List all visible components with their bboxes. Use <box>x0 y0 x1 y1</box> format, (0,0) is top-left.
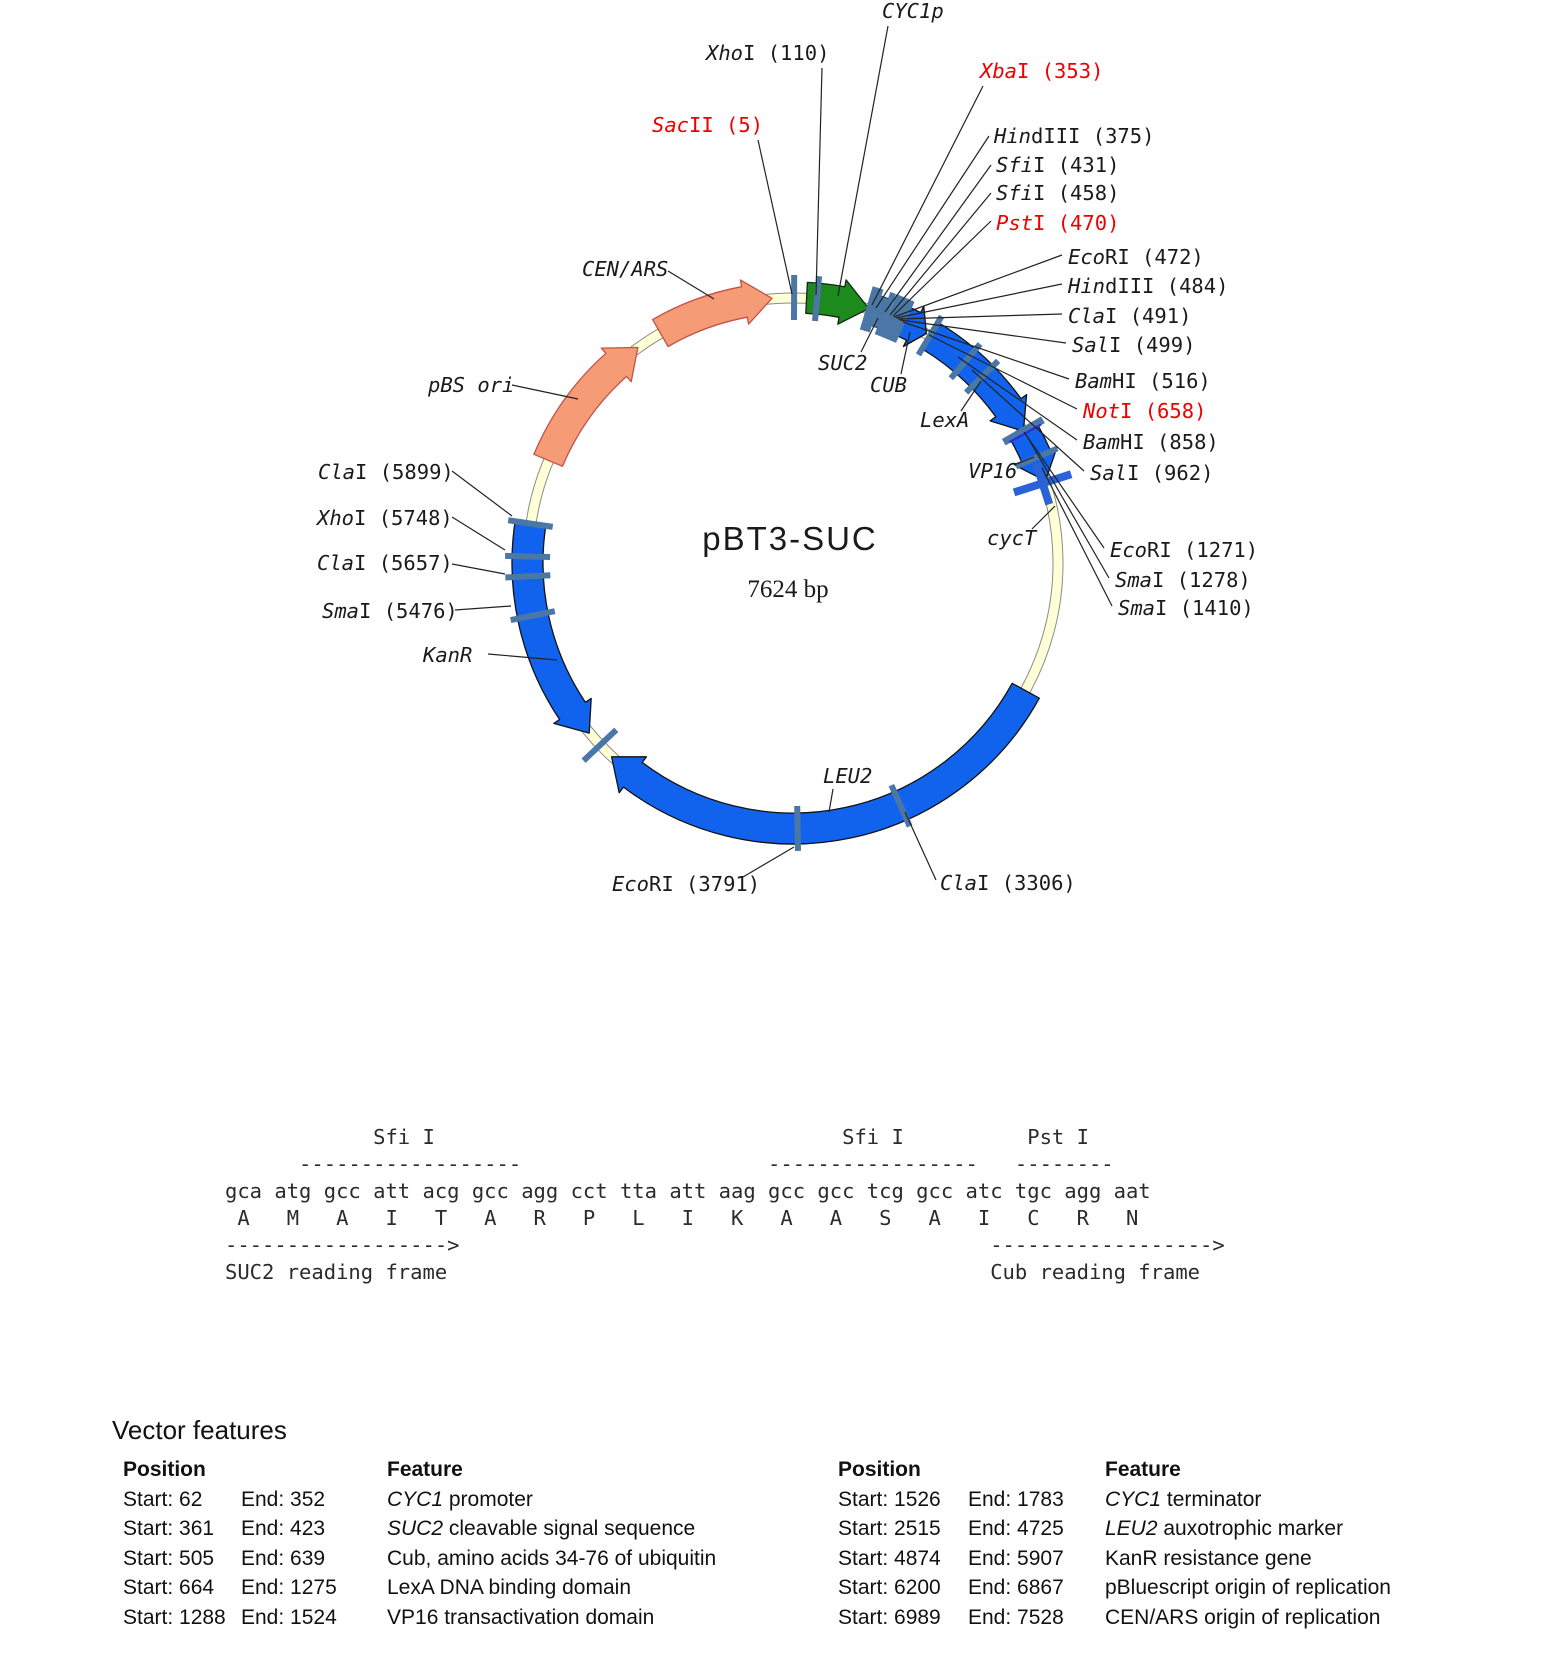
label-ecori-472: EcoRI (472) <box>1068 245 1204 269</box>
feature-right-2: KanR resistance gene <box>1105 1546 1312 1570</box>
seq-frame-labels: SUC2 reading frame Cub reading frame <box>225 1260 1201 1284</box>
label-cub: CUB <box>870 373 908 397</box>
seq-enzyme-labels: Sfi I Sfi I Pst I <box>225 1125 1089 1149</box>
label-xhoi-110: XhoI (110) <box>706 41 830 65</box>
label-smai-1278: SmaI (1278) <box>1115 568 1251 592</box>
feature-arc-pbs-ori <box>534 348 638 467</box>
label-kanr: KanR <box>423 643 473 667</box>
end-right-0: End: 1783 <box>968 1487 1064 1511</box>
seq-frame-arrows: ------------------> ------------------> <box>225 1233 1225 1257</box>
label-ecori-1271: EcoRI (1271) <box>1110 538 1259 562</box>
feature-left-4: VP16 transactivation domain <box>387 1605 655 1629</box>
leader-smai-5476 <box>455 606 511 610</box>
label-clai-5899: ClaI (5899) <box>318 460 454 484</box>
leader-clai-5657 <box>452 564 505 574</box>
leader-sfii-431 <box>885 165 991 312</box>
label-lexa: LexA <box>920 408 970 432</box>
label-leu2: LEU2 <box>823 764 873 788</box>
label-suc2: SUC2 <box>818 351 868 375</box>
end-right-4: End: 7528 <box>968 1605 1064 1629</box>
end-left-0: End: 352 <box>241 1487 326 1511</box>
position-header-left: Position <box>123 1458 206 1481</box>
label-sfii-431: SfiI (431) <box>996 153 1120 177</box>
vector-features-table-right <box>838 1458 1391 1636</box>
label-ecori-3791: EcoRI (3791) <box>612 872 761 896</box>
label-smai-1410: SmaI (1410) <box>1118 596 1254 620</box>
plasmid-features <box>512 280 1057 844</box>
site-labels <box>315 0 1258 896</box>
vector-features-table-left <box>123 1458 716 1636</box>
leader-cen-ars <box>668 271 714 299</box>
start-right-0: Start: 1526 <box>838 1487 941 1511</box>
start-right-4: Start: 6989 <box>838 1605 941 1629</box>
label-sali-962: SalI (962) <box>1090 461 1214 485</box>
label-hind-375: HindIII (375) <box>994 124 1155 148</box>
label-bamhi-516: BamHI (516) <box>1075 369 1211 393</box>
label-sfii-458: SfiI (458) <box>996 181 1120 205</box>
feature-right-4: CEN/ARS origin of replication <box>1105 1605 1381 1629</box>
plasmid-size: 7624 bp <box>747 576 829 603</box>
label-clai-5657: ClaI (5657) <box>317 551 453 575</box>
seq-amino-acids: A M A I T A R P L I K A A S A I C R N <box>225 1206 1139 1230</box>
end-right-2: End: 5907 <box>968 1546 1064 1570</box>
vector-features-heading: Vector features <box>112 1415 287 1445</box>
label-cyc1p: CYC1p <box>882 0 944 23</box>
end-left-2: End: 639 <box>241 1546 326 1570</box>
position-header-right: Position <box>838 1458 921 1481</box>
end-left-3: End: 1275 <box>241 1576 337 1600</box>
end-right-1: End: 4725 <box>968 1517 1064 1541</box>
label-sacii-5: SacII (5) <box>652 113 764 137</box>
label-cyct: cycT <box>987 526 1037 550</box>
site-tick-5657 <box>505 575 550 577</box>
site-tick-110 <box>815 276 819 321</box>
site-tick-3791 <box>797 806 798 851</box>
feature-right-1: LEU2 auxotrophic marker <box>1105 1517 1344 1541</box>
feature-left-0: CYC1 promoter <box>387 1487 533 1511</box>
leader-leu2 <box>829 789 833 812</box>
label-pbs-ori: pBS ori <box>428 373 515 397</box>
leader-cyc1p <box>838 26 888 296</box>
label-xhoi-5748: XhoI (5748) <box>317 506 453 530</box>
site-tick-5748 <box>505 556 550 557</box>
leader-clai-5899 <box>452 471 512 516</box>
start-left-4: Start: 1288 <box>123 1605 226 1629</box>
feature-left-3: LexA DNA binding domain <box>387 1576 631 1600</box>
leader-sacii-5 <box>758 140 792 294</box>
leader-xbai-353 <box>872 86 983 305</box>
start-right-2: Start: 4874 <box>838 1546 941 1570</box>
label-clai-3306: ClaI (3306) <box>940 871 1076 895</box>
leader-sfii-458 <box>890 193 991 315</box>
label-clai-491: ClaI (491) <box>1068 304 1192 328</box>
feature-header-left: Feature <box>387 1458 463 1481</box>
feature-right-0: CYC1 terminator <box>1105 1487 1262 1511</box>
feature-right-3: pBluescript origin of replication <box>1105 1576 1391 1600</box>
end-right-3: End: 6867 <box>968 1576 1064 1600</box>
end-left-1: End: 423 <box>241 1517 326 1541</box>
start-right-3: Start: 6200 <box>838 1576 941 1600</box>
plasmid-title: pBT3-SUC <box>702 520 878 557</box>
end-left-4: End: 1524 <box>241 1605 337 1629</box>
feature-header-right: Feature <box>1105 1458 1181 1481</box>
start-left-3: Start: 664 <box>123 1576 215 1600</box>
leader-xhoi-5748 <box>452 517 505 550</box>
label-cen-ars: CEN/ARS <box>582 257 669 281</box>
label-hind-484: HindIII (484) <box>1068 274 1229 298</box>
seq-site-underlines: ------------------ ----------------- -------- <box>225 1152 1114 1176</box>
start-right-1: Start: 2515 <box>838 1517 941 1541</box>
start-left-0: Start: 62 <box>123 1487 203 1511</box>
seq-dna: gca atg gcc att acg gcc agg cct tta att aag gcc gcc tcg gcc atc tgc agg aat <box>225 1179 1151 1203</box>
feature-arc-kanr <box>512 519 591 733</box>
leader-hind-375 <box>876 136 989 308</box>
label-smai-5476: SmaI (5476) <box>322 599 458 623</box>
label-vp16: VP16 <box>968 459 1018 483</box>
label-noti-658: NotI (658) <box>1083 399 1207 423</box>
feature-left-1: SUC2 cleavable signal sequence <box>387 1517 696 1541</box>
label-bamhi-858: BamHI (858) <box>1083 430 1219 454</box>
label-sali-499: SalI (499) <box>1072 333 1196 357</box>
sequence-panel <box>225 1124 1225 1286</box>
feature-left-2: Cub, amino acids 34-76 of ubiquitin <box>387 1546 717 1570</box>
label-psti-470: PstI (470) <box>996 211 1120 235</box>
leader-xhoi-110 <box>816 68 822 295</box>
feature-arc-cen-ars <box>653 280 772 347</box>
start-left-1: Start: 361 <box>123 1517 215 1541</box>
leader-clai-3306 <box>905 812 936 880</box>
leader-pbs-ori <box>512 385 578 399</box>
label-xbai-353: XbaI (353) <box>980 59 1104 83</box>
start-left-2: Start: 505 <box>123 1546 215 1570</box>
